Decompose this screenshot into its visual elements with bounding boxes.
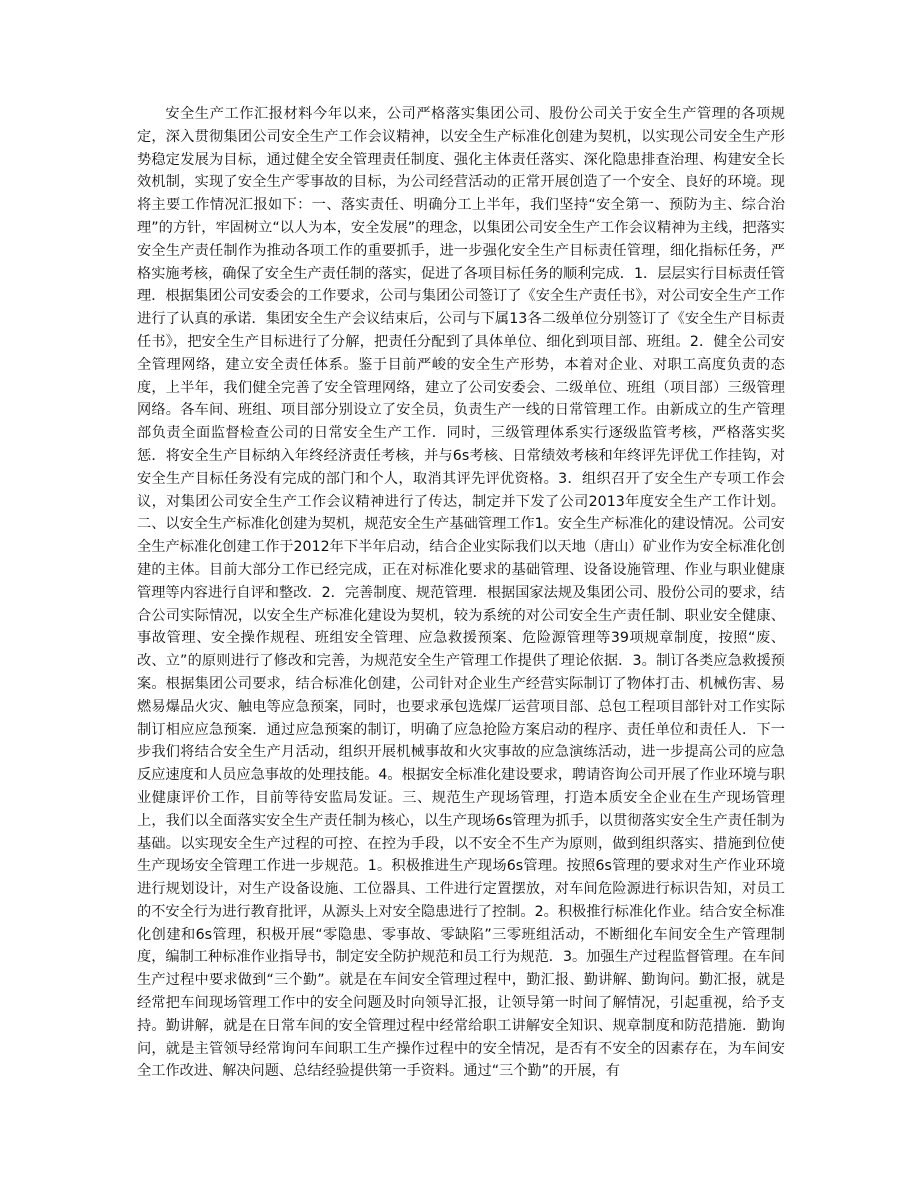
body-paragraph: 安全生产工作汇报材料今年以来，公司严格落实集团公司、股份公司关于安全生产管理的各项规定，深入贯彻集团公司安全生产工作会议精神，以安全生产标准化创建为契机，以实现公司安全生产形势稳定发展为目标，通过健全安全管理责任制度、强化主体责任落实、深化隐患排查治理、构建安全长效机制，实现了安全生产零事故的目标，为公司经营活动的正常开展创造了一个安全、良好的环境。现将主要工作情况汇报如下：一、落实责任、明确分工上半年，我们坚持“安全第一、预防为主、综合治理”的方针，牢固树立“以人为本，安全发展”的理念，以集团公司安全生产工作会议精神为主线，把落实安全生产责任制作为推动各项工作的重要抓手，进一步强化安全生产目标责任管理，细化指标任务，严格实施考核，确保了安全生产责任制的落实，促进了各项目标任务的顺利完成．1．层层实行目标责任管理．根据集团公司安委会的工作要求，公司与集团公司签订了《安全生产责任书》，对公司安全生产工作进行了认真的承诺．集团安全生产会议结束后，公司与下属13各二级单位分别签订了《安全生产目标责任书》，把安全生产目标进行了分解，把责任分配到了具体单位、细化到项目部、班组。2．健全公司安全管理网络，建立安全责任体系。鉴于目前严峻的安全生产形势，本着对企业、对职工高度负责的态度，上半年，我们健全完善了安全管理网络，建立了公司安委会、二级单位、班组（项目部）三级管理网络。各车间、班组、项目部分别设立了安全员，负责生产一线的日常管理工作。由新成立的生产管理部负责全面监督检查公司的日常安全生产工作．同时，三级管理体系实行逐级监管考核，严格落实奖惩．将安全生产目标纳入年终经济责任考核，并与6s考核、日常绩效考核和年终评先评优工作挂钩，对安全生产目标任务没有完成的部门和个人，取消其评先评优资格。3．组织召开了安全生产专项工作会议，对集团公司安全生产工作会议精神进行了传达，制定并下发了公司2013年度安全生产工作计划。二、以安全生产标准化创建为契机，规范安全生产基础管理工作1。安全生产标准化的建设情况。公司安全生产标准化创建工作于2012年下半年启动，结合企业实际我们以天地（唐山）矿业作为安全标准化创建的主体。目前大部分工作已经完成，正在对标准化要求的基础管理、设备设施管理、作业与职业健康管理等内容进行自评和整改．2．完善制度、规范管理．根据国家法规及集团公司、股份公司的要求，结合公司实际情况，以安全生产标准化建设为契机，较为系统的对公司安全生产责任制、职业安全健康、事故管理、安全操作规程、班组安全管理、应急救援预案、危险源管理等39项规章制度，按照“废、改、立”的原则进行了修改和完善，为规范安全生产管理工作提供了理论依据．3。制订各类应急救援预案。根据集团公司要求，结合标准化创建，公司针对企业生产经营实际制订了物体打击、机械伤害、易燃易爆品火灾、触电等应急预案，同时，也要求承包选煤厂运营项目部、总包工程项目部针对工作实际制订相应应急预案．通过应急预案的制订，明确了应急抢险方案启动的程序、责任单位和责任人．下一步我们将结合安全生产月活动，组织开展机械事故和火灾事故的应急演练活动，进一步提高公司的应急反应速度和人员应急事故的处理技能。4。根据安全标准化建设要求，聘请咨询公司开展了作业环境与职业健康评价工作，目前等待安监局发证。三、规范生产现场管理，打造本质安全企业在生产现场管理上，我们以全面落实安全生产责任制为核心，以生产现场6s管理为抓手，以贯彻落实安全生产责任制为基础。以实现安全生产过程的可控、在控为手段，以不安全不生产为原则，做到组织落实、措施到位使生产现场安全管理工作进一步规范。1。积极推进生产现场6s管理。按照6s管理的要求对生产作业环境进行规划设计，对生产设备设施、工位器具、工件进行定置摆放，对车间危险源进行标识告知，对员工的不安全行为进行教育批评，从源头上对安全隐患进行了控制。2。积极推行标准化作业。结合安全标准化创建和6s管理，积极开展“零隐患、零事故、零缺陷”三零班组活动，不断细化车间安全生产管理制度，编制工种标准作业指导书，制定安全防护规范和员工行为规范．3。加强生产过程监督管理。在车间生产过程中要求做到“三个勤”。就是在车间安全管理过程中，勤汇报、勤讲解、勤询问。勤汇报，就是经常把车间现场管理工作中的安全问题及时向领导汇报，让领导第一时间了解情况，引起重视，给予支持。勤讲解，就是在日常车间的安全管理过程中经常给职工讲解安全知识、规章制度和防范措施．勤询问，就是主管领导经常询问车间职工生产操作过程中的安全情况，是否有不安全的因素存在，为车间安全工作改进、解决问题、总结经验提供第一手资料。通过“三个勤”的开展，有	[137, 106, 785, 1080]
